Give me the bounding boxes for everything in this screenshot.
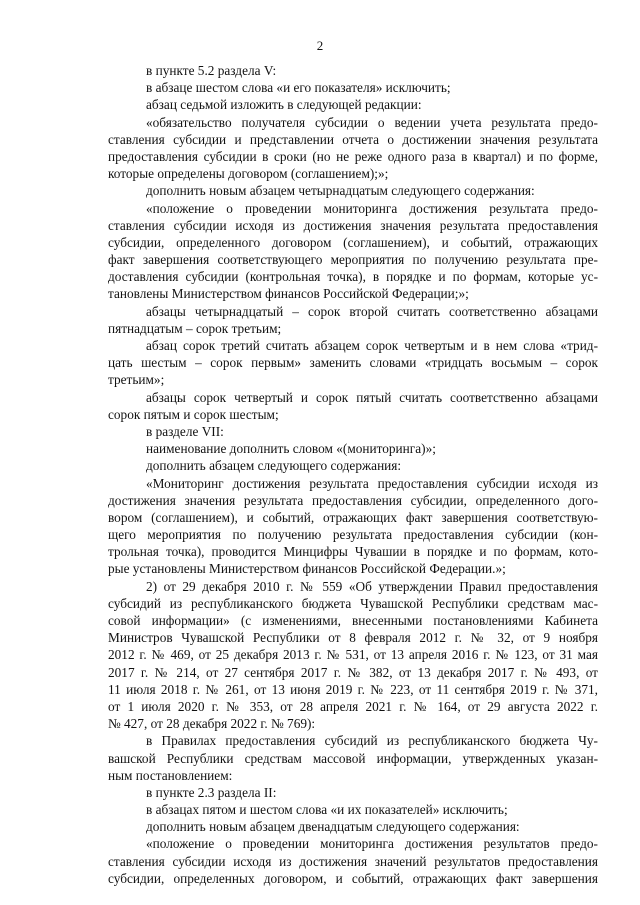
text-line: пятнадцатым – сорок третьим; [108, 320, 282, 336]
text-line: абзацы сорок четвертый и сорок пятый считать соответственно абзацами [146, 389, 598, 405]
text-line: в абзаце шестом слова «и его показателя» исключить; [146, 80, 451, 96]
text-line: субсидии, определенного договором (соглашением), и событий, отражающих [108, 234, 598, 250]
text-line: «положение о проведении мониторинга достижения результата предо- [146, 200, 598, 216]
text-line: рые установлены Министерством финансов Российской Федерации.»; [108, 561, 506, 577]
text-line: 2) от 29 декабря 2010 г. № 559 «Об утверждении Правил предоставления [146, 578, 598, 594]
text-line: в пункте 5.2 раздела V: [146, 63, 277, 78]
text-line: в абзацах пятом и шестом слова «и их показателей» исключить; [146, 802, 508, 818]
text-line: «положение о проведении мониторинга достижения результатов предо- [146, 836, 598, 852]
text-line: ставления субсидии исходя из достижения значений результатов предоставления [108, 853, 598, 869]
text-line: вашской Республики средствам массовой информации, утвержденных указан- [108, 750, 598, 766]
text-line: субсидий из республиканского бюджета Чувашской Республики средствам мас- [108, 595, 598, 611]
text-line: наименование дополнить словом «(мониторинга)»; [146, 441, 436, 457]
text-line: ным постановлением: [108, 767, 233, 783]
page-number: 2 [316, 38, 324, 53]
text-line: 2012 г. № 469, от 25 декабря 2013 г. № 531, от 13 апреля 2016 г. № 123, от 31 мая [108, 647, 598, 663]
text-line: факт завершения соответствующего мероприятия по получению результата пре- [108, 252, 598, 268]
text-line: абзац сорок третий считать абзацем сорок четвертым и в нем слова «трид- [146, 338, 598, 353]
text-line: 11 июля 2018 г. № 261, от 13 июня 2019 г. № 223, от 11 сентября 2019 г. № 371, [108, 681, 598, 697]
text-line: третьим»; [108, 372, 165, 388]
text-line: № 427, от 28 декабря 2022 г. № 769): [108, 716, 316, 732]
text-line: трольная точка), проводится Минцифры Чувашии в порядке и по формам, кото- [108, 544, 598, 560]
text-line: дополнить новым абзацем двенадцатым следующего содержания: [146, 819, 520, 835]
text-line: в пункте 2.3 раздела II: [146, 784, 277, 800]
text-line: сорок пятым и сорок шестым; [108, 406, 279, 422]
text-line: доставления субсидии (контрольная точка), в порядке и по формам, которые ус- [108, 269, 598, 285]
text-line: абзацы четырнадцатый – сорок второй считать соответственно абзацами [146, 303, 598, 319]
text-line: совой информации» (с изменениями, внесенными постановлениями Кабинета [108, 613, 598, 628]
text-line: в разделе VII: [146, 423, 224, 439]
document-body [108, 62, 598, 887]
text-line: 2017 г. № 214, от 27 сентября 2017 г. № 382, от 13 декабря 2017 г. № 493, от [108, 664, 598, 680]
text-line: Министров Чувашской Республики от 8 февраля 2012 г. № 32, от 9 ноября [108, 630, 598, 646]
text-line: ставления субсидии и представлении отчета о достижении значения результата [108, 131, 598, 147]
text-line: вором (соглашением), и событий, отражающих факт завершения соответствую- [108, 509, 598, 525]
text-line: от 1 июля 2020 г. № 353, от 28 апреля 2021 г. № 164, от 29 августа 2022 г. [108, 698, 598, 714]
text-line: дополнить новым абзацем четырнадцатым следующего содержания: [146, 183, 535, 199]
text-line: щего мероприятия по получению результата предоставления субсидии (кон- [108, 527, 598, 543]
text-line: ставления субсидии исходя из достижения значения результата предоставления [108, 217, 598, 233]
text-line: «Мониторинг достижения результата предоставления субсидии исходя из [146, 475, 598, 491]
text-line: достижения значения результата предоставления субсидии, определенного дого- [108, 492, 598, 508]
text-line: субсидии, определенных договором, и событий, отражающих факт завершения [108, 870, 598, 886]
text-line: цать шестым – сорок первым» заменить словами «тридцать восьмым – сорок [108, 355, 598, 371]
text-line: которые определены договором (соглашением);»; [108, 166, 389, 182]
text-line: дополнить абзацем следующего содержания: [146, 458, 402, 474]
text-line: предоставления субсидии в сроки (но не реже одного раза в квартал) и по форме, [108, 148, 598, 164]
text-line: тановлены Министерством финансов Российской Федерации;»; [108, 286, 469, 302]
text-line: «обязательство получателя субсидии о ведении учета результата предо- [146, 114, 598, 130]
text-line: абзац седьмой изложить в следующей редакции: [146, 97, 422, 113]
text-line: в Правилах предоставления субсидий из республиканского бюджета Чу- [146, 733, 598, 749]
